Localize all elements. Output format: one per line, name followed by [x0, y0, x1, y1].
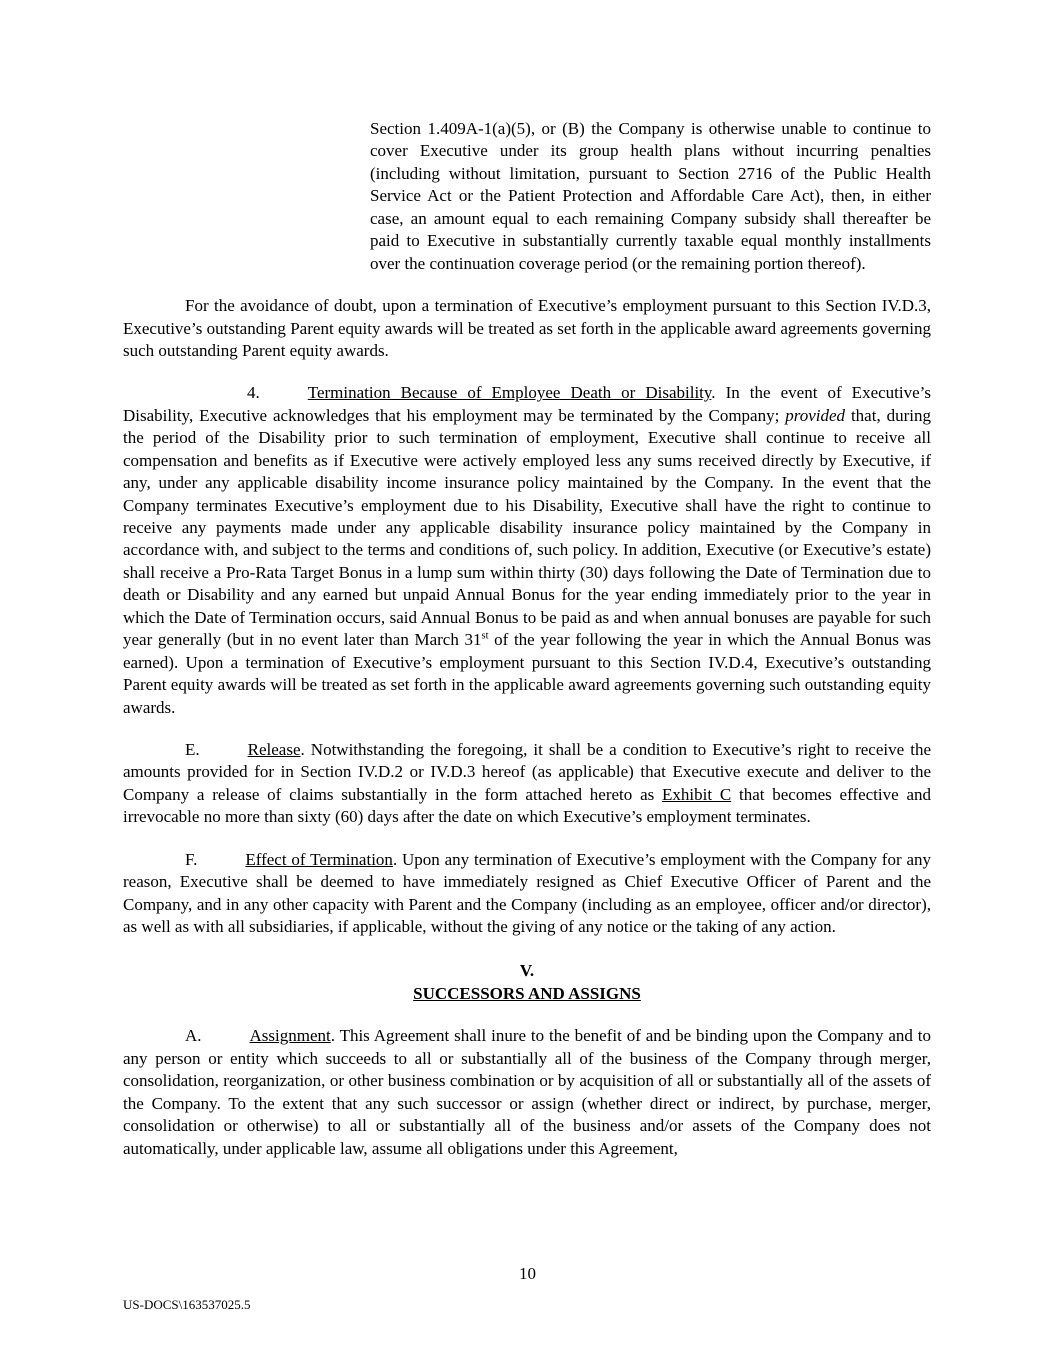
blockquote-section-409a: Section 1.409A-1(a)(5), or (B) the Company is otherwise unable to continue to cover Executive under its group health plans without incurring penalties (including without limitation, pursuant to Section 2716 of the Public Health Service Act or the Patient Protection and Affordable Care Act), then, in either case, an amount equal to each remaining Company subsidy shall thereafter be paid to Executive in substantially currently taxable equal monthly installments over the continuation coverage period (or the remaining portion thereof). — [370, 119, 931, 273]
paragraph-4-termination-death-disability: 4. Termination Because of Employee Death or Disability. In the event of Executive’s Disability, Executive acknowledges that his employment may be terminated by the Company; provided that, during the period of the Disability prior to such termination of employment, Executive shall continue to receive all compensation and benefits as if Executive were actively employed less any sums received directly by Executive, if any, under any applicable disability income insurance policy maintained by the Company. In the event that the Company terminates Executive’s employment due to his Disability, Executive shall have the right to continue to receive any payments made under any applicable disability insurance policy maintained by the Company in accordance with, and subject to the terms and conditions of, such policy. In addition, Executive (or Executive’s estate) shall receive a Pro-Rata Target Bonus in a lump sum within thirty (30) days following the Date of Termination due to death or Disability and any earned but unpaid Annual Bonus for the year ending immediately prior to the year in which the Date of Termination occurs, said Annual Bonus to be paid as and when annual bonuses are payable for such year generally (but in no event later than March 31st of the year following the year in which the Annual Bonus was earned). Upon a termination of Executive’s employment pursuant to this Section IV.D.4, Executive’s outstanding Parent equity awards will be treated as set forth in the applicable award agreements governing such outstanding equity awards. — [123, 383, 931, 717]
paragraph-a-assignment: A. Assignment. This Agreement shall inure to the benefit of and be binding upon the Company and to any person or entity which succeeds to all or substantially all of the business of the Company through merger, consolidation, reorganization, or other business combination or by acquisition of all or substantially all of the assets of the Company. To the extent that any such successor or assign (whether direct or indirect, by purchase, merger, consolidation or otherwise) to all or substantially all of the business and/or assets of the Company does not automatically, under applicable law, assume all obligations under this Agreement, — [123, 1026, 931, 1158]
section-title-successors-and-assigns: SUCCESSORS AND ASSIGNS — [413, 983, 641, 1003]
paragraph-e-release: E. Release. Notwithstanding the foregoing, it shall be a condition to Executive’s right to receive the amounts provided for in Section IV.D.2 or IV.D.3 hereof (as applicable) that Executive execute and deliver to the Company a release of claims substantially in the form attached hereto as Exhibit C that becomes effective and irrevocable no more than sixty (60) days after the date on which Executive’s employment terminates. — [123, 739, 931, 827]
page-number: 10 — [519, 1263, 536, 1283]
document-id-footer: US-DOCS\163537025.5 — [123, 1296, 251, 1312]
paragraph-avoidance-of-doubt: For the avoidance of doubt, upon a termination of Executive’s employment pursuant to this Section IV.D.3, Executive’s outstanding Parent equity awards will be treated as set forth in the applicable award agreements governing such outstanding Parent equity awards. — [123, 296, 931, 360]
paragraph-f-effect-of-termination: F. Effect of Termination. Upon any termination of Executive’s employment with the Company for any reason, Executive shall be deemed to have immediately resigned as Chief Executive Officer of Parent and the Company, and in any other capacity with Parent and the Company (including as an employee, officer and/or director), as well as with all subsidiaries, if applicable, without the giving of any notice or the taking of any action. — [123, 849, 931, 936]
section-heading-v — [123, 960, 931, 1005]
section-number: V. — [519, 961, 535, 981]
